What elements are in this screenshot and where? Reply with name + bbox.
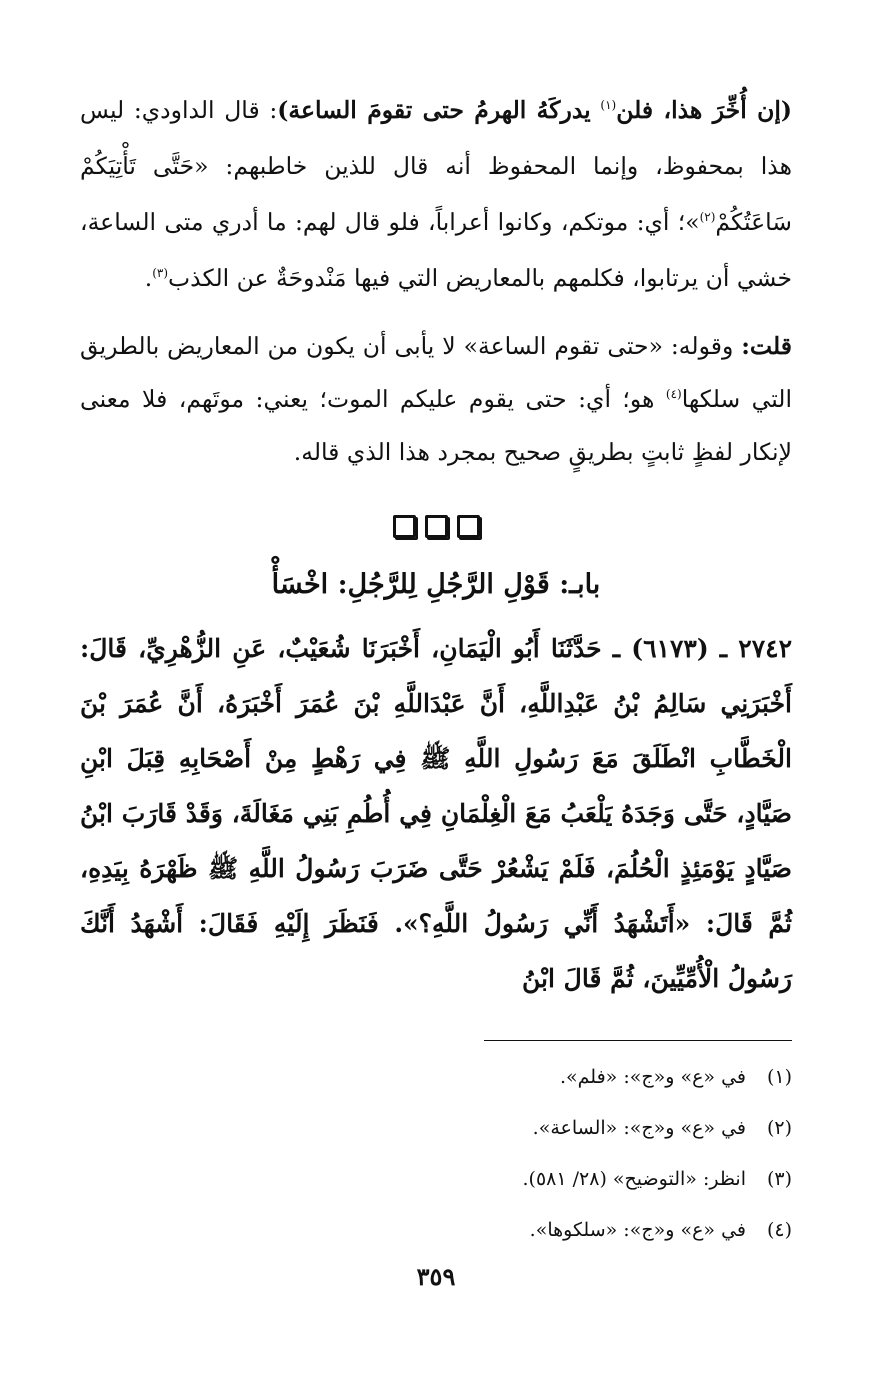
chapter-title: قَوْلِ الرَّجُلِ لِلرَّجُلِ: اخْسَأْ bbox=[271, 569, 550, 600]
hadith-text: ٢٧٤٢ ـ (٦١٧٣) ـ حَدَّثَنَا أَبُو الْيَمَانِ، أَخْبَرَنَا شُعَيْبٌ، عَنِ الزُّهْرِيِّ، قَالَ: أَخْبَرَنِي سَالِمُ بْنُ عَبْدِاللَّهِ، أَنَّ عَبْدَاللَّهِ بْنَ عُمَرَ أَخْبَرَهُ، أَنَّ عُمَرَ بْنَ الْخَطَّابِ انْطَلَقَ مَعَ رَسُولِ اللَّهِ ﷺ فِي رَهْطٍ مِنْ أَصْحَابِهِ قِبَلَ ابْنِ صَيَّادٍ، حَتَّى وَجَدَهُ يَلْعَبُ مَعَ الْغِلْمَانِ فِي أُطُمِ بَنِي مَغَالَةَ، وَقَدْ قَارَبَ ابْنُ صَيَّادٍ يَوْمَئِذٍ الْحُلُمَ، فَلَمْ يَشْعُرْ حَتَّى ضَرَبَ رَسُولُ اللَّهِ ﷺ ظَهْرَهُ بِيَدِهِ، ثُمَّ قَالَ: «أَتَشْهَدُ أَنِّي رَسُولُ اللَّهِ؟». فَنَظَرَ إِلَيْهِ فَقَالَ: أَشْهَدُ أَنَّكَ رَسُولُ الْأُمِّيِّينَ، ثُمَّ قَالَ ابْنُ bbox=[80, 634, 793, 993]
qultu-paragraph bbox=[80, 320, 792, 479]
commentary-text-a: : قال الداودي: ليس هذا بمحفوظ، وإنما المحفوظ أنه قال للذين خاطبهم: «حَتَّى تَأْتِيَكُمْ سَاعَتُكُمْ bbox=[80, 96, 792, 236]
quoted-phrase-rest: يدركَهُ الهرمُ حتى تقومَ الساعة) bbox=[277, 96, 591, 124]
quoted-phrase: (إن أُخِّرَ هذا، فلن bbox=[616, 96, 792, 124]
footnote-item bbox=[80, 1052, 792, 1103]
commentary-text-b: »؛ أي: موتكم، وكانوا أعراباً، فلو قال لهم: ما أدري متى الساعة، خشي أن يرتابوا، فكلمهم بالمعاريض التي فيها مَنْدوحَةٌ عن الكذب bbox=[80, 208, 792, 292]
footnote-item bbox=[80, 1103, 792, 1154]
footnote-marker-1[interactable]: (١) bbox=[600, 98, 617, 113]
footnote-text: في «ع» و«ج»: «سلكوها». bbox=[529, 1219, 746, 1241]
square-ornament-icon bbox=[457, 515, 480, 538]
footnote-marker-3[interactable]: (٣) bbox=[152, 266, 169, 281]
commentary-paragraph bbox=[80, 82, 792, 306]
qultu-text-a: وقوله: «حتى تقوم الساعة» لا يأبى أن يكون من المعاريض بالطريق التي سلكها bbox=[80, 332, 792, 413]
footnote-text: انظر: «التوضيح» (٢٨/ ٥٨١). bbox=[522, 1168, 746, 1190]
commentary-end: . bbox=[144, 264, 153, 292]
qultu-label: قلت: bbox=[741, 332, 792, 360]
footnote-divider bbox=[484, 1040, 792, 1041]
footnote-number: (٢) bbox=[766, 1117, 792, 1139]
square-ornament-icon bbox=[393, 515, 416, 538]
footnote-item bbox=[80, 1154, 792, 1205]
footnote-text: في «ع» و«ج»: «الساعة». bbox=[532, 1117, 746, 1139]
footnote-item bbox=[80, 1205, 792, 1256]
book-page bbox=[80, 82, 792, 1352]
footnotes-list bbox=[80, 1052, 792, 1256]
footnote-marker-2[interactable]: (٢) bbox=[699, 210, 716, 225]
footnote-number: (٤) bbox=[766, 1219, 792, 1241]
footnote-number: (٣) bbox=[766, 1168, 792, 1190]
square-ornament-icon bbox=[425, 515, 448, 538]
chapter-heading bbox=[80, 557, 792, 613]
footnote-text: في «ع» و«ج»: «فلم». bbox=[559, 1066, 746, 1088]
qultu-text-b: هو؛ أي: حتى يقوم عليكم الموت؛ يعني: موتَهم، فلا معنى لإنكار لفظٍ ثابتٍ بطريقٍ صحيح بمجرد هذا الذي قاله. bbox=[80, 385, 792, 466]
chapter-prefix: بابـ: bbox=[559, 569, 601, 600]
page-number: ٣٥٩ bbox=[416, 1262, 456, 1291]
section-separator bbox=[80, 515, 792, 539]
footnote-marker-4[interactable]: (٤) bbox=[665, 387, 682, 402]
footnote-number: (١) bbox=[766, 1066, 792, 1088]
